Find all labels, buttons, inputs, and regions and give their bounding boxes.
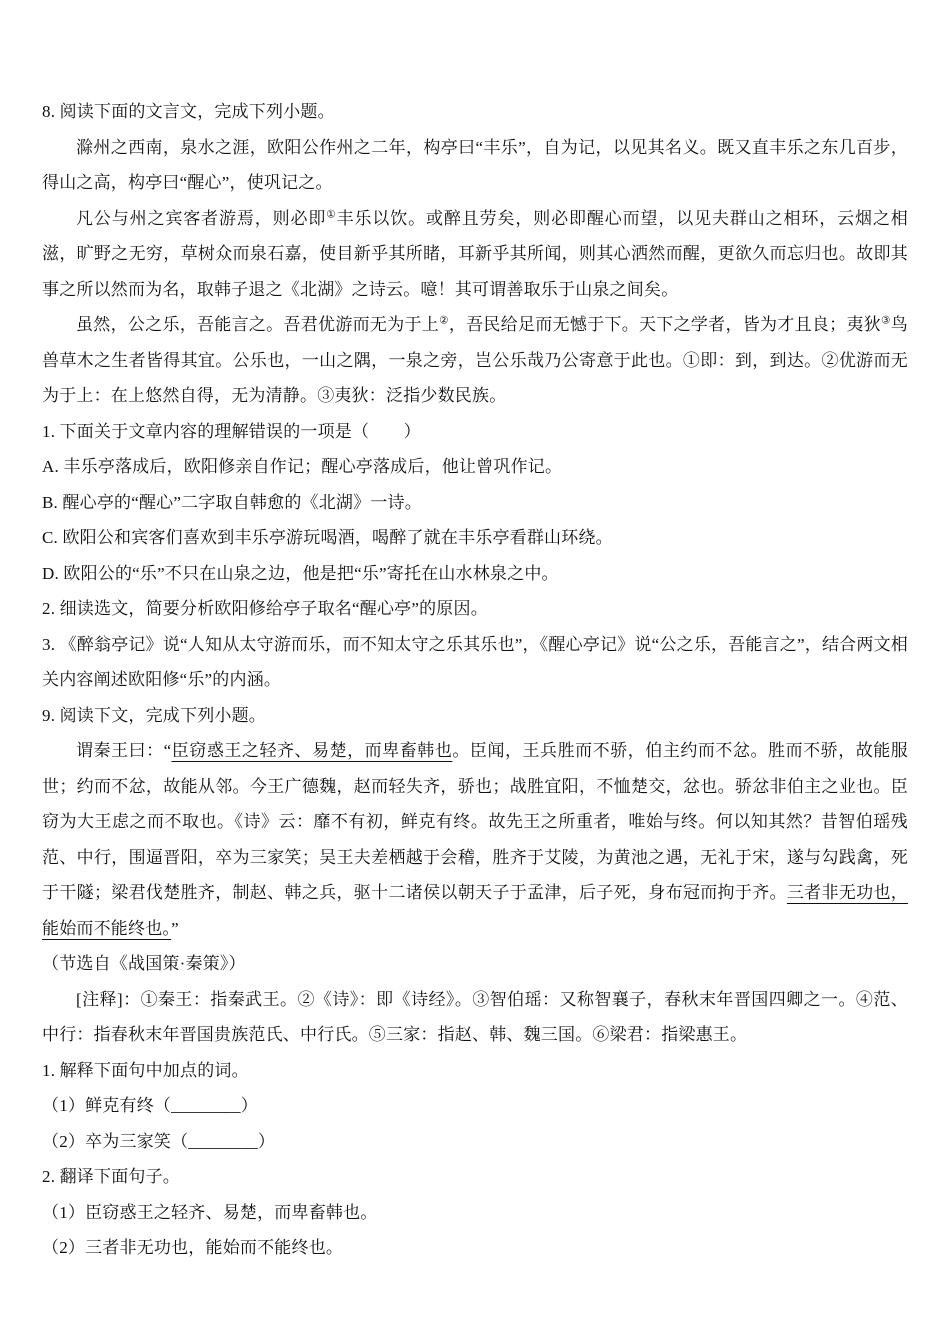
q8-passage-para-3-run-3-superscript: ③ <box>881 315 891 327</box>
q8-passage-para-3-run-1-superscript: ② <box>439 315 449 327</box>
q8-passage-para-1 <box>42 130 908 201</box>
q9-sub1-item-2-run-0-text: （2）卒为三家笑（________） <box>42 1131 276 1151</box>
q9-sub1-stem <box>42 1053 908 1089</box>
q8-sub1-option-a-run-0-text: A. 丰乐亭落成后，欧阳修亲自作记；醒心亭落成后，他让曾巩作记。 <box>42 457 563 476</box>
q8-passage-para-2-run-0-text: 凡公与州之宾客者游焉，则必即 <box>76 208 327 228</box>
document-page <box>42 94 908 1266</box>
q9-passage-run-3-underlined: 三者非无功也，能始而不能终也。 <box>42 883 908 938</box>
q8-sub2-stem <box>42 591 908 627</box>
q9-passage-run-2-text: 。臣闻，王兵胜而不骄，伯主约而不忿。胜而不骄，故能服世；约而不忿，故能从邻。今王广德魏，赵而轻失齐，骄也；战胜宜阳，不恤楚交，忿也。骄忿非伯主之业也。臣窃为大王虑之而不取也。《诗》云：靡不有初，鲜克有终。故先王之所重者，唯始与终。何以知其然？昔智伯瑶残范、中行，围逼晋阳，卒为三家笑；吴王夫差栖越于会稽，胜齐于艾陵，为黄池之遇，无礼于宋，遂与勾践禽，死于干隧；梁君伐楚胜齐，制赵、韩之兵，驱十二诸侯以朝天子于孟津，后子死，身布冠而拘于齐。 <box>42 741 909 902</box>
q9-sub2-item-2-run-0-text: （2）三者非无功也，能始而不能终也。 <box>42 1238 344 1257</box>
q9-sub1-item-1-run-0-text: （1）鲜克有终（________） <box>42 1096 258 1115</box>
q8-passage-para-3-run-2-text: ，吾民给足而无憾于下。天下之学者，皆为才且良；夷狄 <box>448 315 882 334</box>
q8-sub1-option-d <box>42 556 908 592</box>
q9-passage-run-0-text: 谓秦王曰：“ <box>76 741 172 760</box>
q9-sub2-item-1-run-0-text: （1）臣窃惑王之轻齐、易楚，而卑畜韩也。 <box>42 1202 378 1222</box>
q9-passage-run-1-underlined: 臣窃惑王之轻齐、易楚，而卑畜韩也 <box>171 741 453 760</box>
q9-sub1-stem-run-0-text: 1. 解释下面句中加点的词。 <box>42 1060 249 1080</box>
q8-sub1-stem <box>42 414 908 450</box>
q8-passage-para-2-run-2-text: 丰乐以饮。或醉且劳矣，则必即醒心而望，以见夫群山之相环，云烟之相滋，旷野之无穷，草树众而泉石嘉，使目新乎其所睹，耳新乎其所闻，则其心洒然而醒，更欲久而忘归也。故即其事之所以然而为名，取韩子退之《北湖》之诗云。噫！其可谓善取乐于山泉之间矣。 <box>42 208 908 299</box>
q8-sub1-option-a <box>42 449 908 485</box>
q9-sub1-item-1 <box>42 1088 908 1124</box>
q9-sub2-stem-run-0-text: 2. 翻译下面句子。 <box>42 1167 180 1186</box>
q8-sub1-option-c <box>42 520 908 556</box>
q8-sub1-option-b <box>42 485 908 521</box>
q9-annotations-run-0-text: [注释]：①秦王：指秦武王。②《诗》：即《诗经》。③智伯瑶：又称智襄子，春秋末年晋国四卿之一。④范、中行：指春秋末年晋国贵族范氏、中行氏。⑤三家：指赵、韩、魏三国。⑥梁君：指梁惠王。 <box>42 989 908 1044</box>
q8-passage-para-1-run-0-text: 滁州之西南，泉水之涯，欧阳公作州之二年，构亭曰“丰乐”，自为记，以见其名义。既又直丰乐之东几百步，得山之高，构亭曰“醒心”，使巩记之。 <box>42 137 908 192</box>
q8-sub1-option-b-run-0-text: B. 醒心亭的“醒心”二字取自韩愈的《北湖》一诗。 <box>42 492 422 512</box>
q9-passage <box>42 733 908 946</box>
q9-sub2-item-1 <box>42 1195 908 1231</box>
q8-sub3-stem <box>42 627 908 698</box>
q9-source-note-run-0-text: （节选自《战国策·秦策》） <box>42 954 246 973</box>
q9-sub2-item-2 <box>42 1230 908 1266</box>
q8-sub1-option-d-run-0-text: D. 欧阳公的“乐”不只在山泉之边，他是把“乐”寄托在山水林泉之中。 <box>42 563 559 583</box>
q8-passage-para-3-run-4-text: 鸟兽草木之生者皆得其宜。公乐也，一山之隅，一泉之旁，岂公乐哉乃公寄意于此也。①即：到，到达。②优游而无为于上：在上悠然自得，无为清静。③夷狄：泛指少数民族。 <box>42 315 908 405</box>
q9-passage-run-4-text: ” <box>171 918 179 938</box>
q8-header <box>42 94 908 130</box>
q9-header-run-0-text: 9. 阅读下文，完成下列小题。 <box>42 705 266 725</box>
q8-header-run-0-text: 8. 阅读下面的文言文，完成下列小题。 <box>42 102 335 121</box>
q9-annotations <box>42 982 908 1053</box>
q8-sub1-stem-run-0-text: 1. 下面关于文章内容的理解错误的一项是（ ） <box>42 421 421 441</box>
q9-source-note <box>42 946 908 982</box>
q8-sub1-option-c-run-0-text: C. 欧阳公和宾客们喜欢到丰乐亭游玩喝酒，喝醉了就在丰乐亭看群山环绕。 <box>42 528 613 547</box>
q8-sub2-stem-run-0-text: 2. 细读选文，简要分析欧阳修给亭子取名“醒心亭”的原因。 <box>42 599 488 618</box>
q8-passage-para-2 <box>42 201 908 308</box>
q9-sub2-stem <box>42 1159 908 1195</box>
q8-passage-para-2-run-1-superscript: ① <box>326 208 337 220</box>
q8-passage-para-3-run-0-text: 虽然，公之乐，吾能言之。吾君优游而无为于上 <box>76 315 440 334</box>
q8-sub3-stem-run-0-text: 3. 《醉翁亭记》说“人知从太守游而乐，而不知太守之乐其乐也”，《醒心亭记》说“公之乐，吾能言之”，结合两文相关内容阐述欧阳修“乐”的内涵。 <box>42 634 908 689</box>
q9-sub1-item-2 <box>42 1124 908 1160</box>
q8-passage-para-3 <box>42 307 908 414</box>
q9-header <box>42 698 908 734</box>
document-body <box>42 94 908 1266</box>
